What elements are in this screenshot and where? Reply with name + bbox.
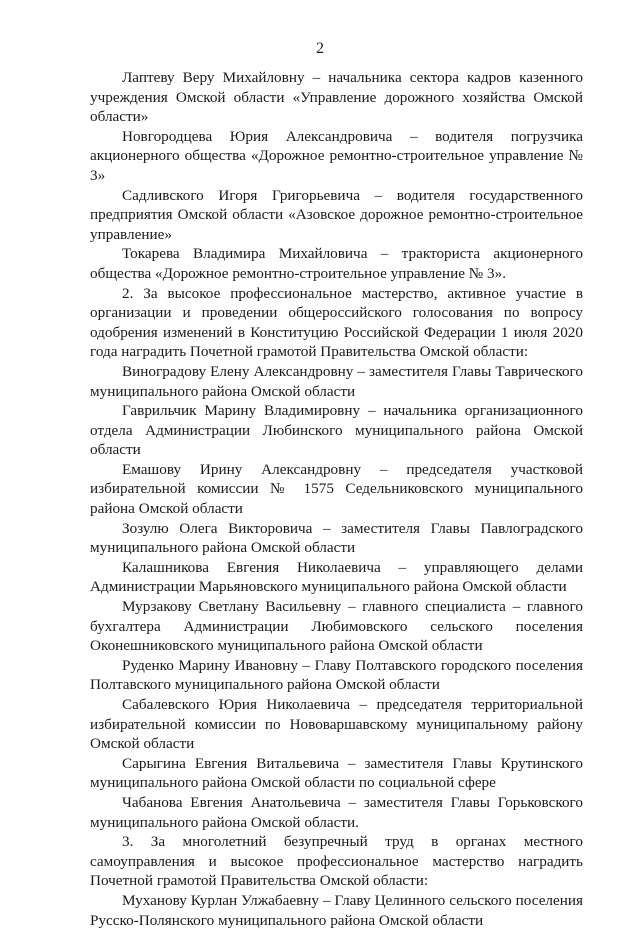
document-body	[90, 68, 583, 930]
award-paragraph: Гаврильчик Марину Владимировну – начальника организационного отдела Администрации Любинского муниципального района Омской области	[90, 402, 583, 459]
award-paragraph: Емашову Ирину Александровну – председателя участковой избирательной комиссии № 1575 Седельниковского муниципального района Омской области	[90, 460, 583, 518]
award-paragraph: Калашникова Евгения Николаевича – управляющего делами Администрации Марьяновского муниципального района Омской области	[90, 558, 583, 596]
award-paragraph: Виноградову Елену Александровну – заместителя Главы Таврического муниципального района Омской области	[90, 362, 583, 400]
award-paragraph: Сабалевского Юрия Николаевича – председателя территориальной избирательной комиссии по Нововаршавскому муниципальному району Омской области	[90, 696, 583, 753]
award-paragraph: Лаптеву Веру Михайловну – начальника сектора кадров казенного учреждения Омской области «Управление дорожного хозяйства Омской области»	[90, 69, 583, 126]
section-2-heading: 2. За высокое профессиональное мастерство, активное участие в организации и проведении общероссийского голосования по вопросу одобрения изменений в Конституцию Российской Федерации 1 июля 2020 года наградить Почетной грамотой Правительства Омской области:	[90, 284, 583, 361]
award-paragraph: Руденко Марину Ивановну – Главу Полтавского городского поселения Полтавского муниципального района Омской области	[90, 656, 583, 694]
award-paragraph: Чабанова Евгения Анатольевича – заместителя Главы Горьковского муниципального района Омской области.	[90, 793, 583, 831]
award-paragraph: Новгородцева Юрия Александровича – водителя погрузчика акционерного общества «Дорожное ремонтно-строительное управление № 3»	[90, 127, 583, 184]
award-paragraph: Зозулю Олега Викторовича – заместителя Главы Павлоградского муниципального района Омской области	[90, 519, 583, 557]
section-3-heading: 3. За многолетний безупречный труд в органах местного самоуправления и высокое профессиональное мастерство наградить Почетной грамотой Правительства Омской области:	[90, 833, 583, 890]
award-paragraph: Мурзакову Светлану Васильевну – главного специалиста – главного бухгалтера Администрации Любимовского сельского поселения Оконешниковского муниципального района Омской области	[90, 598, 583, 655]
award-paragraph: Муханову Курлан Улжабаевну – Главу Целинного сельского поселения Русско-Полянского муниципального района Омской области	[90, 891, 583, 929]
award-paragraph: Сарыгина Евгения Витальевича – заместителя Главы Крутинского муниципального района Омской области по социальной сфере	[90, 754, 583, 792]
page-number: 2	[316, 40, 324, 57]
award-paragraph: Токарева Владимира Михайловича – тракториста акционерного общества «Дорожное ремонтно-строительное управление № 3».	[90, 245, 583, 282]
award-paragraph: Садливского Игоря Григорьевича – водителя государственного предприятия Омской области «Азовское дорожное ремонтно-строительное управление»	[90, 186, 583, 243]
